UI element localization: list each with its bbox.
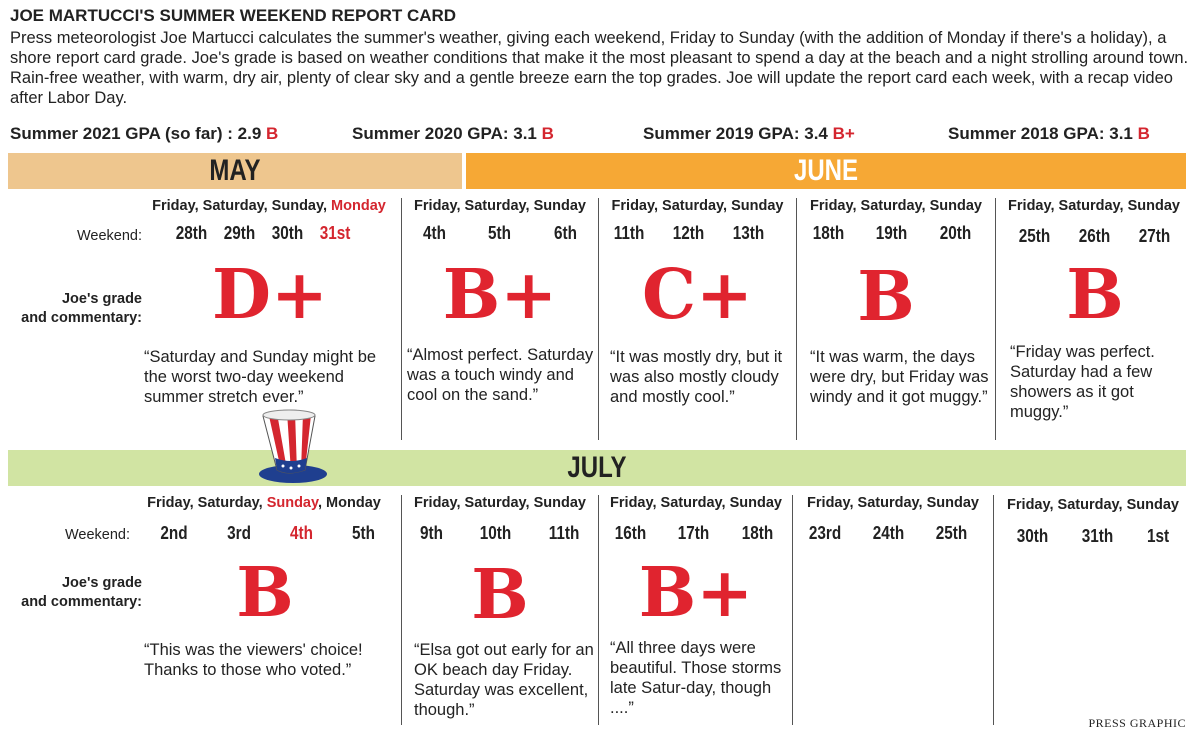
- grade: B: [236, 553, 294, 633]
- weekend-label: Weekend:: [76, 228, 142, 244]
- gpa-label: Summer 2019 GPA: 3.4: [643, 124, 833, 143]
- grade-label: [0, 574, 142, 612]
- grade-label: [0, 290, 142, 328]
- gpa-label: Summer 2020 GPA: 3.1: [352, 124, 542, 143]
- month-bar-july: [8, 450, 1186, 486]
- gpa-grade: B+: [832, 124, 855, 143]
- date: 5th: [352, 523, 376, 543]
- date: 27th: [1139, 226, 1171, 246]
- gpa-2018: [948, 124, 1150, 144]
- weekend-days: [140, 198, 398, 214]
- gpa-label: Summer 2018 GPA: 3.1: [948, 124, 1138, 143]
- grade-label-line: Joe's grade: [61, 575, 142, 591]
- date: 10th: [479, 523, 512, 543]
- grade: B+: [638, 553, 754, 633]
- weekend-dates: [599, 523, 789, 544]
- weekend-dates: [793, 523, 983, 544]
- grade: C+: [641, 255, 754, 335]
- title: JOE MARTUCCI'S SUMMER WEEKEND REPORT CARD: [10, 6, 457, 25]
- date: 26th: [1079, 226, 1111, 246]
- gpa-grade: B: [541, 124, 554, 143]
- date: 9th: [420, 523, 443, 543]
- holiday-day: Sunday: [266, 495, 318, 511]
- commentary: “Saturday and Sunday might be the worst two-day weekend summer stretch ever.”: [144, 348, 377, 406]
- weekend-dates: [402, 523, 598, 544]
- holiday-date: 4th: [290, 523, 314, 543]
- weekend-days: Friday, Saturday, Sunday: [611, 198, 784, 214]
- weekend-days: Friday, Saturday, Sunday: [810, 198, 982, 214]
- grade: B+: [442, 255, 558, 335]
- grade: B: [471, 555, 529, 635]
- date: 29th: [223, 223, 256, 243]
- date: 31th: [1082, 526, 1114, 546]
- date: 6th: [553, 223, 577, 243]
- date: 4th: [423, 223, 447, 243]
- commentary: “Almost perfect. Saturday was a touch windy and cool on the sand.”: [407, 346, 594, 404]
- divider: [995, 198, 996, 440]
- date: 28th: [176, 223, 208, 243]
- intro-text: Press meteorologist Joe Martucci calculates the summer's weather, giving each weekend, Friday to Sunday (with the addition of Monday if there's a holiday), a shore report card grade. Joe's grade is based on weather conditions that make it the most pleasant to spend a day at the beach and a night strolling around town. Rain-free weather, with warm, dry air, plenty of clear sky and a gentle breeze earn the top grades. Joe will update the report card each week, with a recap video after Labor Day.: [10, 29, 1189, 107]
- weekend-days: Friday, Saturday, Sunday: [1008, 198, 1180, 214]
- days-text: Friday, Saturday, Sunday,: [152, 198, 332, 214]
- month-label: JULY: [567, 451, 627, 484]
- grade-label-line: and commentary:: [21, 594, 142, 610]
- weekend-days: Friday, Saturday, Sunday: [1007, 497, 1179, 513]
- commentary: “It was warm, the days were dry, but Friday was windy and it got muggy.”: [810, 348, 989, 406]
- commentary: “Friday was perfect. Saturday had a few showers as it got muggy.”: [1010, 343, 1155, 421]
- gpa-label: Summer 2021 GPA (so far) : 2.9: [10, 124, 267, 143]
- date: 5th: [488, 223, 512, 243]
- month-bar-may: [8, 153, 462, 189]
- date: 30th: [271, 223, 304, 243]
- grade-label-line: Joe's grade: [61, 291, 142, 307]
- days-text: Friday, Saturday,: [147, 495, 267, 511]
- commentary: “All three days were beautiful. Those storms late Satur-day, though ....”: [610, 639, 782, 717]
- date: 18th: [741, 523, 774, 543]
- date: 2nd: [160, 523, 188, 543]
- date: 30th: [1016, 526, 1049, 546]
- grade: B: [857, 257, 915, 337]
- month-label: JUNE: [793, 154, 859, 187]
- weekend-dates: [168, 223, 358, 244]
- weekend-dates: [140, 523, 395, 544]
- month-bar-june: [466, 153, 1186, 189]
- weekend-days: Friday, Saturday, Sunday: [807, 495, 979, 511]
- commentary: “This was the viewers' choice! Thanks to those who voted.”: [144, 641, 363, 679]
- date: 11th: [548, 523, 580, 543]
- grade: D+: [212, 255, 328, 335]
- commentary: “It was mostly dry, but it was also mostly cloudy and mostly cool.”: [610, 348, 783, 406]
- days-text: , Monday: [317, 495, 381, 511]
- weekend-days: Friday, Saturday, Sunday: [610, 495, 782, 511]
- date: 23rd: [808, 523, 842, 543]
- date: 17th: [678, 523, 710, 543]
- holiday-day: Monday: [331, 198, 386, 214]
- gpa-grade: B: [1137, 124, 1150, 143]
- weekend-dates: [402, 223, 598, 244]
- commentary: “Elsa got out early for an OK beach day Friday. Saturday was excellent, though.”: [414, 641, 594, 719]
- gpa-grade: B: [266, 124, 279, 143]
- weekend-days: Friday, Saturday, Sunday: [414, 495, 586, 511]
- date: 20th: [939, 223, 972, 243]
- date: 13th: [733, 223, 765, 243]
- weekend-label: Weekend:: [64, 527, 130, 543]
- weekend-dates: [797, 223, 987, 244]
- weekend-dates: [1005, 226, 1185, 247]
- date: 11th: [613, 223, 644, 243]
- weekend-dates: [599, 223, 779, 244]
- date: 12th: [672, 223, 705, 243]
- gpa-2020: [352, 124, 554, 144]
- date: 25th: [935, 523, 968, 543]
- weekend-dates: [1000, 526, 1185, 547]
- gpa-2019: [643, 124, 855, 144]
- date: 1st: [1146, 526, 1169, 546]
- credit: PRESS GRAPHIC: [1088, 716, 1186, 730]
- date: 19th: [876, 223, 908, 243]
- weekend-days: Friday, Saturday, Sunday: [414, 198, 586, 214]
- date: 18th: [812, 223, 845, 243]
- weekend-days: [130, 495, 398, 511]
- month-label: MAY: [209, 154, 261, 187]
- date: 24th: [872, 523, 905, 543]
- uncle-sam-hat-icon: [255, 408, 330, 486]
- date: 3rd: [226, 523, 251, 543]
- gpa-2021: [10, 124, 278, 144]
- grade-label-line: and commentary:: [21, 310, 142, 326]
- grade: B: [1066, 255, 1124, 335]
- holiday-date: 31st: [319, 223, 350, 243]
- divider: [993, 495, 994, 725]
- date: 16th: [614, 523, 647, 543]
- date: 25th: [1019, 226, 1051, 246]
